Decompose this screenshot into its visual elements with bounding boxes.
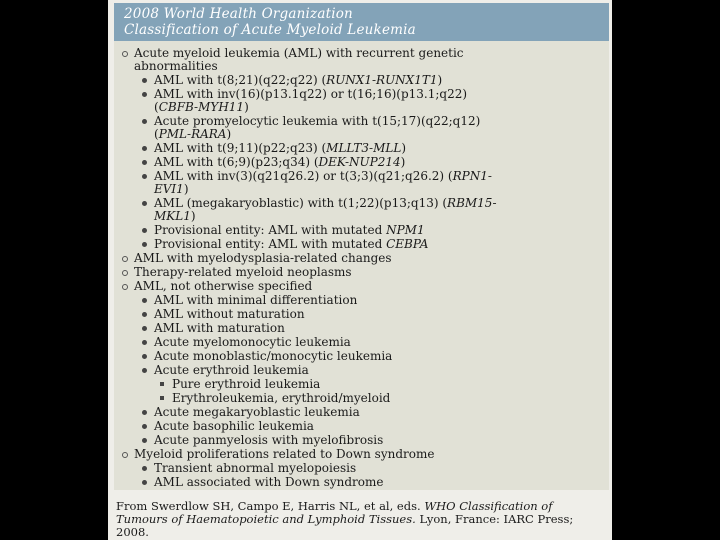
- list-item: AML with myelodysplasia-related changes: [134, 251, 392, 265]
- bullet-icon: [142, 480, 147, 485]
- list-item: EVI1): [154, 182, 189, 196]
- list-item: AML with maturation: [154, 321, 285, 335]
- list-item: AML with minimal differentiation: [154, 293, 358, 307]
- bullet-icon: [122, 270, 128, 276]
- list-item: Acute panmyelosis with myelofibrosis: [154, 433, 384, 447]
- bullet-icon: [142, 201, 147, 206]
- bullet-icon: [142, 438, 147, 443]
- list-item: Pure erythroid leukemia: [172, 377, 321, 391]
- list-item: MKL1): [154, 209, 196, 223]
- list-item: (PML-RARA): [154, 127, 232, 141]
- list-item: AML without maturation: [154, 307, 305, 321]
- list-item: Therapy-related myeloid neoplasms: [134, 265, 352, 279]
- list-item: AML with inv(3)(q21q26.2) or t(3;3)(q21;q26.2) (RPN1-: [154, 169, 492, 183]
- bullet-icon: [142, 242, 147, 247]
- bullet-icon: [142, 92, 147, 97]
- title-banner: [114, 3, 609, 41]
- bullet-icon: [142, 340, 147, 345]
- bullet-icon: [142, 368, 147, 373]
- list-item: Acute myelomonocytic leukemia: [154, 335, 351, 349]
- bullet-icon: [122, 51, 128, 57]
- list-item: Erythroleukemia, erythroid/myeloid: [172, 391, 391, 405]
- list-item: AML with t(8;21)(q22;q22) (RUNX1-RUNX1T1): [154, 73, 443, 87]
- title-line-1: 2008 World Health Organization: [124, 6, 353, 22]
- list-item: Transient abnormal myelopoiesis: [154, 461, 357, 475]
- list-item: AML with t(6;9)(p23;q34) (DEK-NUP214): [154, 155, 406, 169]
- bullet-icon: [142, 119, 147, 124]
- bullet-icon: [122, 284, 128, 290]
- list-item: AML associated with Down syndrome: [154, 475, 384, 489]
- classification-list: [114, 41, 609, 490]
- bullet-icon: [142, 410, 147, 415]
- title-line-2: Classification of Acute Myeloid Leukemia: [124, 22, 416, 38]
- bullet-icon: [142, 160, 147, 165]
- list-item: Provisional entity: AML with mutated CEBPA: [154, 237, 429, 251]
- bullet-icon: [142, 354, 147, 359]
- list-item: Acute myeloid leukemia (AML) with recurrent genetic: [134, 46, 464, 60]
- list-item: AML with inv(16)(p13.1q22) or t(16;16)(p13.1;q22): [154, 87, 468, 101]
- citation-line-1: From Swerdlow SH, Campo E, Harris NL, et al, eds. WHO Classification of: [116, 499, 553, 513]
- list-item: AML with t(9;11)(p22;q23) (MLLT3-MLL): [154, 141, 407, 155]
- bullet-icon: [160, 382, 164, 386]
- list-item: AML, not otherwise specified: [134, 279, 313, 293]
- list-item: Acute megakaryoblastic leukemia: [154, 405, 360, 419]
- bullet-icon: [142, 78, 147, 83]
- document-page: [108, 0, 612, 540]
- bullet-icon: [142, 146, 147, 151]
- bullet-icon: [142, 312, 147, 317]
- bullet-icon: [142, 466, 147, 471]
- bullet-icon: [142, 174, 147, 179]
- list-item: Acute basophilic leukemia: [154, 419, 314, 433]
- list-item: (CBFB-MYH11): [154, 100, 249, 114]
- list-item: Provisional entity: AML with mutated NPM1: [154, 223, 425, 237]
- bullet-icon: [122, 452, 128, 458]
- citation-line-2: Tumours of Haematopoietic and Lymphoid Tissues. Lyon, France: IARC Press;: [116, 512, 574, 526]
- bullet-icon: [122, 256, 128, 262]
- bullet-icon: [142, 424, 147, 429]
- bullet-icon: [142, 228, 147, 233]
- list-item: Acute monoblastic/monocytic leukemia: [154, 349, 393, 363]
- list-item: Myeloid proliferations related to Down syndrome: [134, 447, 435, 461]
- list-item: AML (megakaryoblastic) with t(1;22)(p13;q13) (RBM15-: [154, 196, 497, 210]
- list-item: abnormalities: [134, 59, 218, 73]
- list-item: Acute promyelocytic leukemia with t(15;17)(q22;q12): [154, 114, 481, 128]
- bullet-icon: [142, 326, 147, 331]
- bullet-icon: [160, 396, 164, 400]
- bullet-icon: [142, 298, 147, 303]
- citation-line-3: 2008.: [116, 525, 149, 539]
- list-item: Acute erythroid leukemia: [154, 363, 309, 377]
